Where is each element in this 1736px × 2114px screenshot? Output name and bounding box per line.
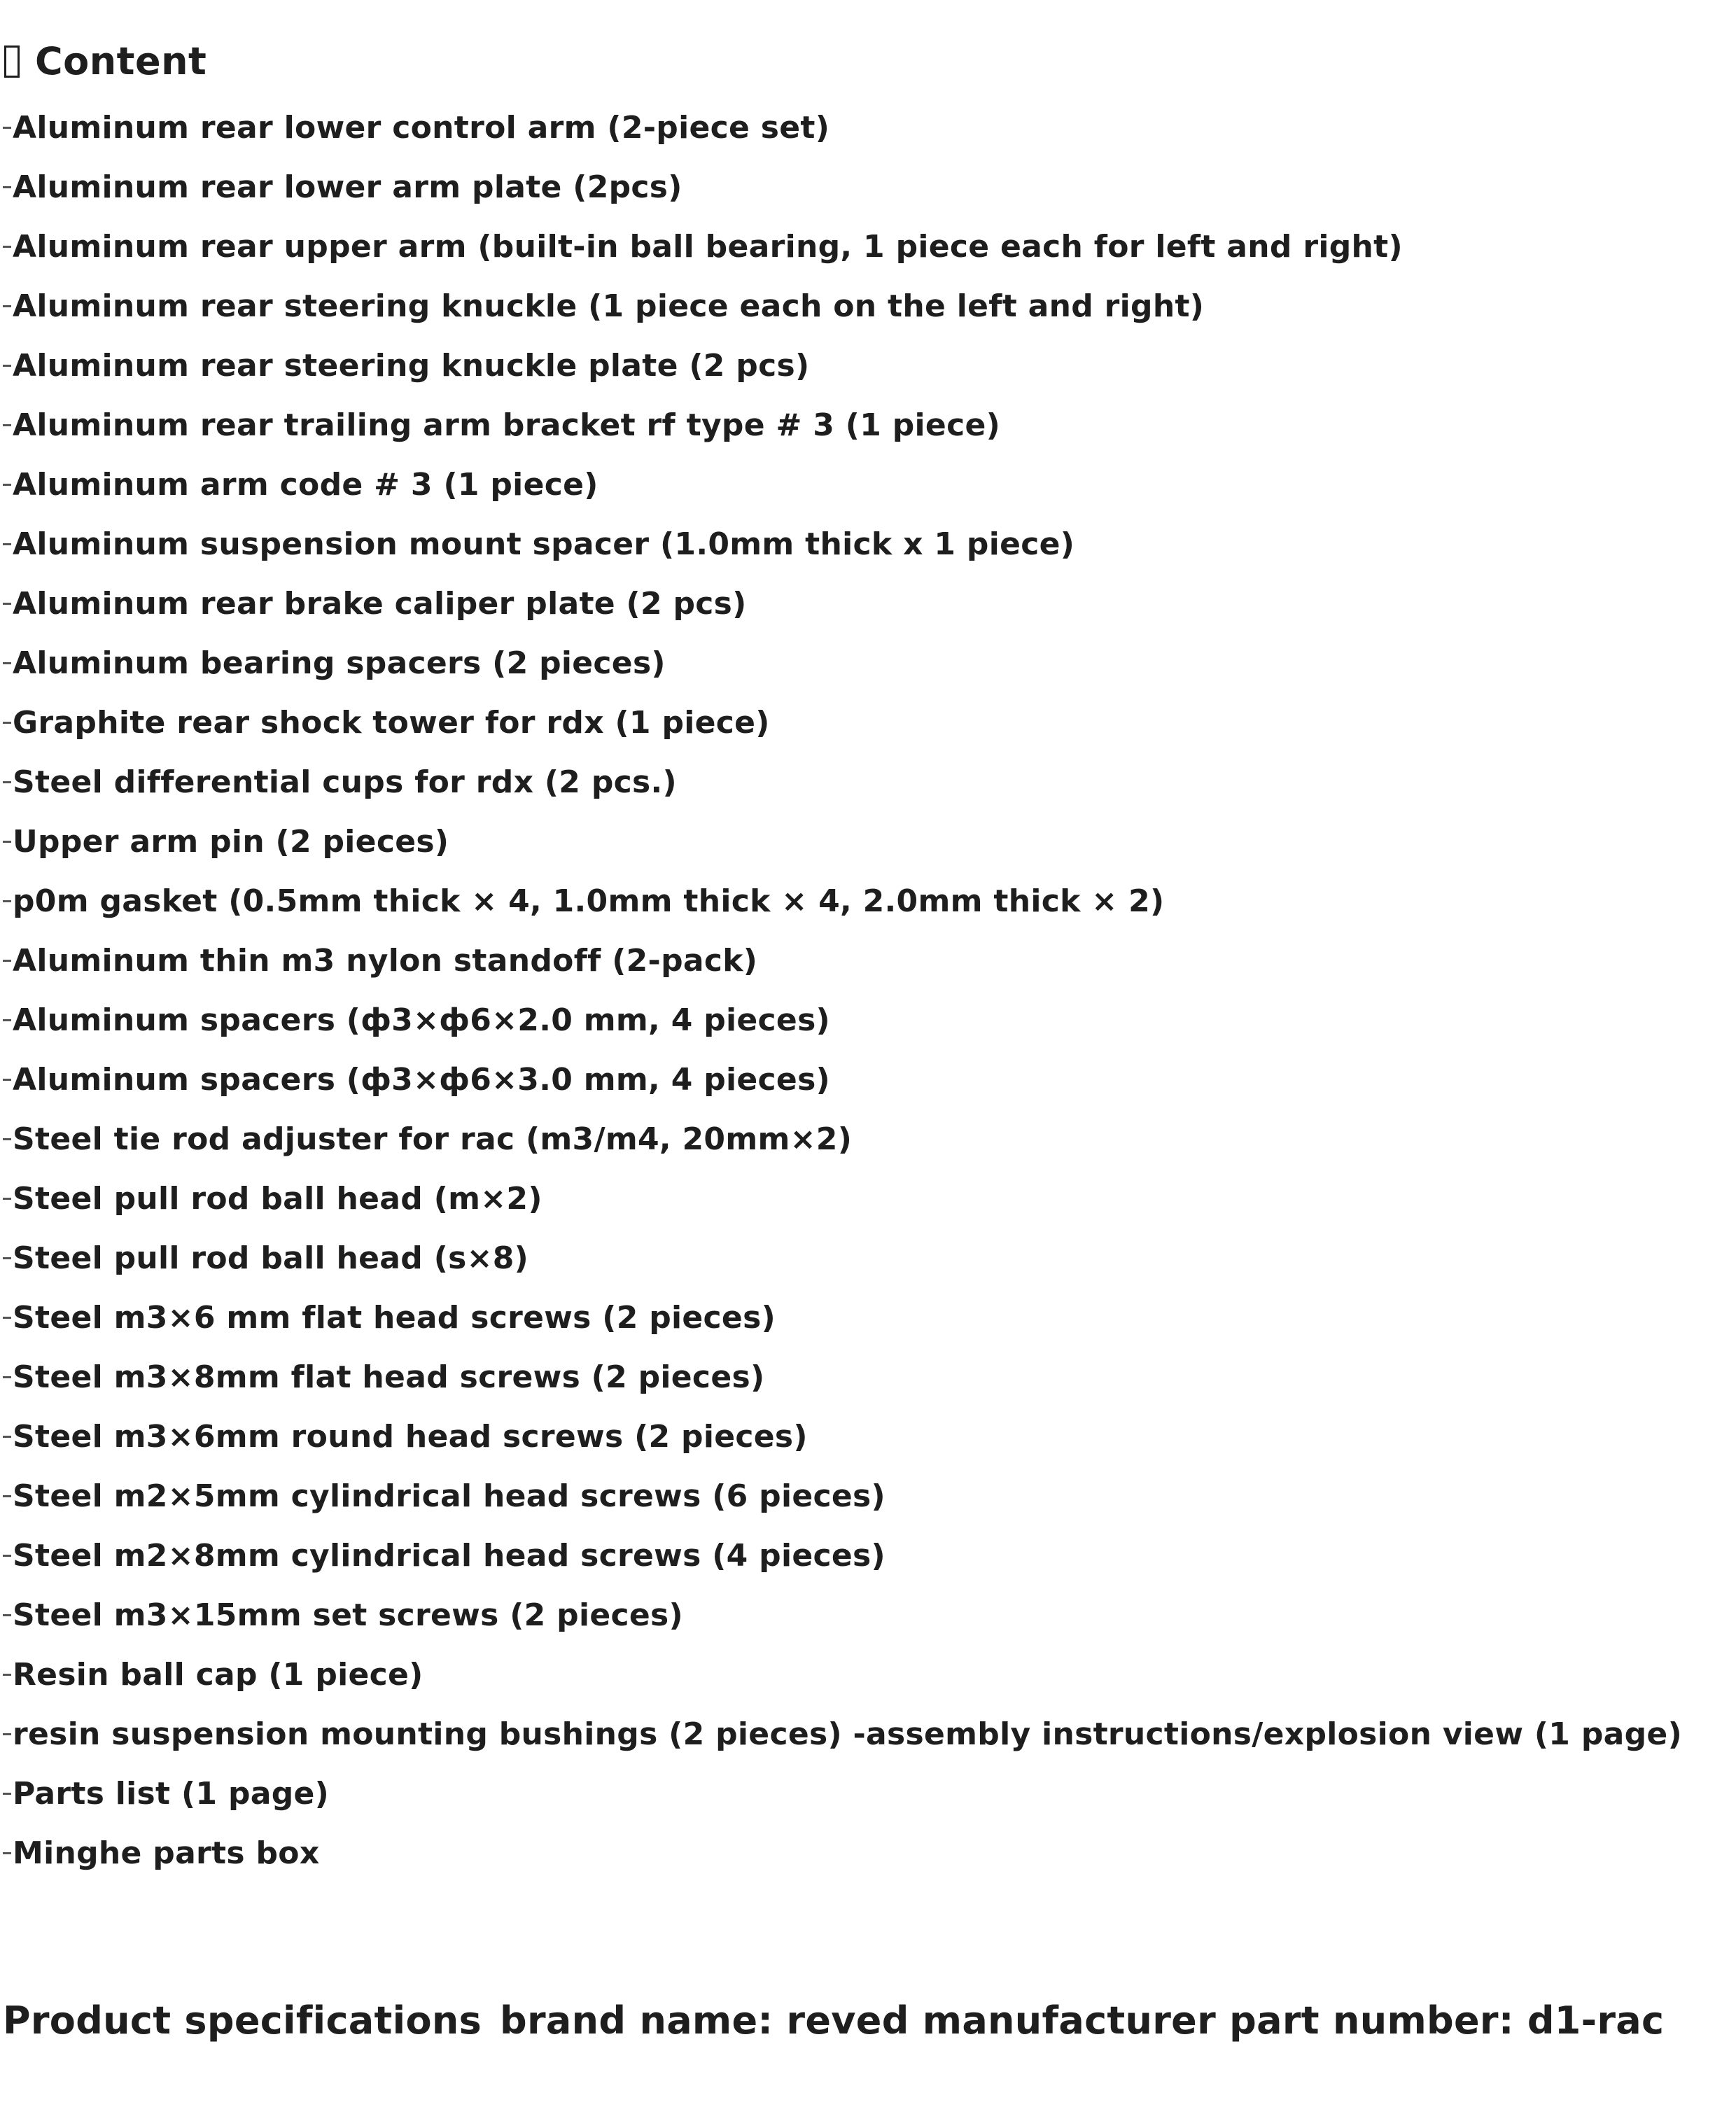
list-item-text: Steel m3×6mm round head screws (2 pieces) <box>13 1419 808 1455</box>
list-item-text: Aluminum thin m3 nylon standoff (2-pack) <box>13 943 758 979</box>
list-item-text: Aluminum rear lower arm plate (2pcs) <box>13 169 682 205</box>
list-item-text: Resin ball cap (1 piece) <box>13 1657 424 1693</box>
list-item-text: Steel m3×6 mm flat head screws (2 pieces) <box>13 1300 776 1336</box>
dash-icon <box>3 1674 11 1676</box>
list-item <box>0 1288 1736 1348</box>
list-item <box>0 752 1736 812</box>
dash-icon <box>3 1257 11 1259</box>
list-item-text: Graphite rear shock tower for rdx (1 piece) <box>13 705 770 741</box>
dash-icon <box>3 841 11 843</box>
dash-icon <box>3 1079 11 1081</box>
dash-icon <box>3 722 11 724</box>
dash-icon <box>3 1495 11 1497</box>
dash-icon <box>3 1733 11 1735</box>
list-item-text: Aluminum rear upper arm (built-in ball bearing, 1 piece each for left and right) <box>13 229 1403 265</box>
dash-icon <box>3 186 11 188</box>
list-item <box>0 1526 1736 1586</box>
dash-icon <box>3 1614 11 1616</box>
dash-icon <box>3 543 11 545</box>
dash-icon <box>3 1793 11 1795</box>
list-item-text: Aluminum rear steering knuckle plate (2 pcs) <box>13 348 810 384</box>
list-item <box>0 1407 1736 1466</box>
list-item <box>0 336 1736 396</box>
list-item-text: Aluminum bearing spacers (2 pieces) <box>13 645 666 681</box>
list-item <box>0 276 1736 336</box>
list-item-text: Aluminum rear lower control arm (2-piece set) <box>13 110 830 146</box>
content-heading-text: Content <box>35 38 207 83</box>
specifications-brand: brand name: reved manufacturer part number: d1-rac <box>500 1998 1665 2043</box>
list-item-text: resin suspension mounting bushings (2 pieces) -assembly instructions/explosion view (1 page) <box>13 1716 1682 1752</box>
list-item-text: Steel tie rod adjuster for rac (m3/m4, 20mm×2) <box>13 1121 853 1157</box>
list-item-text: Minghe parts box <box>13 1835 320 1871</box>
dash-icon <box>3 662 11 664</box>
list-item-text: Aluminum rear brake caliper plate (2 pcs) <box>13 586 747 622</box>
list-item-text: Aluminum rear steering knuckle (1 piece each on the left and right) <box>13 288 1205 324</box>
list-item <box>0 574 1736 634</box>
list-item <box>0 396 1736 455</box>
dash-icon <box>3 900 11 902</box>
list-item <box>0 990 1736 1050</box>
dash-icon <box>3 305 11 307</box>
list-item-text: Steel m3×15mm set screws (2 pieces) <box>13 1597 683 1633</box>
list-item-text: Steel pull rod ball head (s×8) <box>13 1240 529 1276</box>
list-item-text: Aluminum suspension mount spacer (1.0mm thick x 1 piece) <box>13 526 1075 562</box>
list-item <box>0 812 1736 872</box>
list-item-text: Aluminum arm code # 3 (1 piece) <box>13 467 598 503</box>
dash-icon <box>3 960 11 962</box>
dash-icon <box>3 1555 11 1557</box>
list-item <box>0 1586 1736 1645</box>
list-item <box>0 1169 1736 1228</box>
list-item-text: Upper arm pin (2 pieces) <box>13 824 449 860</box>
list-item <box>0 1050 1736 1110</box>
dash-icon <box>3 424 11 426</box>
list-item <box>0 514 1736 574</box>
list-item <box>0 1704 1736 1764</box>
dash-icon <box>3 781 11 783</box>
dash-icon <box>3 1138 11 1140</box>
dash-icon <box>3 603 11 605</box>
list-item-text: Steel m2×5mm cylindrical head screws (6 pieces) <box>13 1478 886 1514</box>
list-item-text: Steel differential cups for rdx (2 pcs.) <box>13 764 677 800</box>
list-item <box>0 872 1736 931</box>
list-item-text: Aluminum spacers (ф3×ф6×3.0 mm, 4 pieces) <box>13 1062 830 1098</box>
specifications-label: Product specifications <box>3 1998 482 2043</box>
list-item <box>0 634 1736 693</box>
list-item <box>0 693 1736 752</box>
list-item <box>0 931 1736 990</box>
dash-icon <box>3 246 11 248</box>
dash-icon <box>3 1019 11 1021</box>
list-item <box>0 1110 1736 1169</box>
list-item-text: Parts list (1 page) <box>13 1776 330 1812</box>
dash-icon <box>3 1436 11 1438</box>
list-item-text: Aluminum spacers (ф3×ф6×2.0 mm, 4 pieces) <box>13 1002 830 1038</box>
content-heading <box>4 36 206 85</box>
dash-icon <box>3 365 11 367</box>
missing-glyph-icon <box>4 46 20 78</box>
content-list <box>0 98 1736 1883</box>
product-specifications <box>3 1992 1664 2048</box>
dash-icon <box>3 1198 11 1200</box>
dash-icon <box>3 1376 11 1378</box>
list-item-text: Aluminum rear trailing arm bracket rf type # 3 (1 piece) <box>13 407 1001 443</box>
dash-icon <box>3 1852 11 1854</box>
list-item <box>0 1348 1736 1407</box>
list-item <box>0 217 1736 276</box>
list-item <box>0 1823 1736 1883</box>
dash-icon <box>3 127 11 129</box>
list-item <box>0 455 1736 514</box>
list-item-text: Steel m3×8mm flat head screws (2 pieces) <box>13 1359 765 1395</box>
list-item-text: Steel m2×8mm cylindrical head screws (4 pieces) <box>13 1538 886 1574</box>
list-item <box>0 1228 1736 1288</box>
list-item <box>0 1764 1736 1823</box>
list-item <box>0 1466 1736 1526</box>
list-item <box>0 1645 1736 1704</box>
list-item <box>0 158 1736 217</box>
list-item <box>0 98 1736 158</box>
list-item-text: p0m gasket (0.5mm thick × 4, 1.0mm thick × 4, 2.0mm thick × 2) <box>13 883 1165 919</box>
dash-icon <box>3 1317 11 1319</box>
dash-icon <box>3 484 11 486</box>
list-item-text: Steel pull rod ball head (m×2) <box>13 1181 542 1217</box>
